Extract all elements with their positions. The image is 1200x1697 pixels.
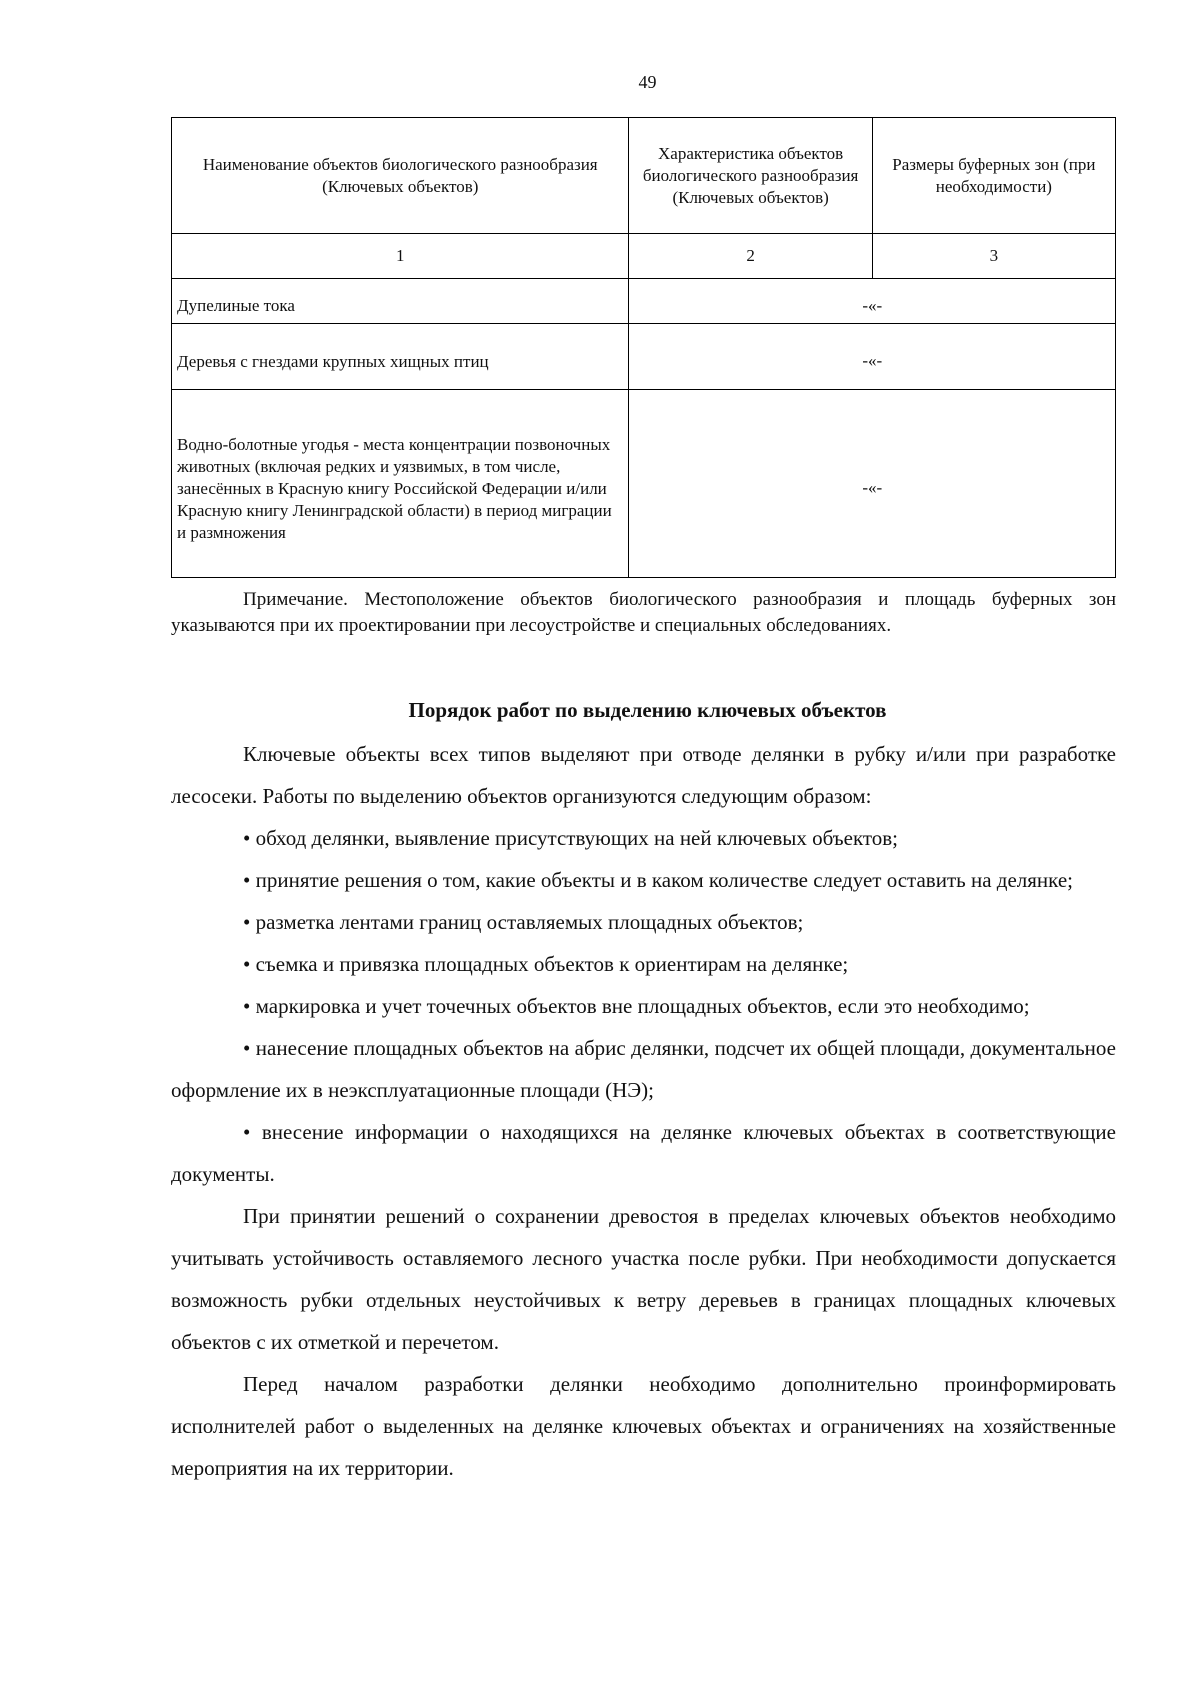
bullet-item [171,943,1116,985]
bullet-text: внесение информации о находящихся на делянке ключевых объектах в соответствующие документы. [171,1120,1116,1186]
bullet-item [171,985,1116,1027]
bullet-marker: • [243,1036,251,1060]
table-row [172,390,1116,578]
intro-paragraph: Ключевые объекты всех типов выделяют при отводе делянки в рубку и/или при разработке лесосеки. Работы по выделению объектов организуются следующим образом: [171,742,1116,808]
table-header-row [172,118,1116,234]
bullet-marker: • [243,868,251,892]
column-number-row [172,234,1116,279]
bullet-text: съемка и привязка площадных объектов к ориентирам на делянке; [255,952,849,976]
table-row [172,279,1116,324]
bullet-marker: • [243,1120,251,1144]
section-title: Порядок работ по выделению ключевых объектов [408,698,887,722]
table-note: Примечание. Местоположение объектов биологического разнообразия и площадь буферных зон указываются при их проектировании при лесоустройстве и специальных обследованиях. [171,589,1116,636]
bullet-text: принятие решения о том, какие объекты и в каком количестве следует оставить на делянке; [255,868,1073,892]
row-object-name: Деревья с гнездами крупных хищных птиц [172,324,629,390]
body-paragraph: При принятии решений о сохранении древостоя в пределах ключевых объектов необходимо учитывать устойчивость оставляемого лесного участка после рубки. При необходимости допускается возможность рубки отдельных неустойчивых к ветру деревьев в границах площадных ключевых объектов с их отметкой и перечетом. [171,1204,1116,1354]
bullet-text: маркировка и учет точечных объектов вне площадных объектов, если это необходимо; [255,994,1030,1018]
bullet-marker: • [243,994,251,1018]
body-paragraph: Перед началом разработки делянки необходимо дополнительно проинформировать исполнителей работ о выделенных на делянке ключевых объектах и ограничениях на хозяйственные мероприятия на их территории. [171,1372,1116,1480]
biodiversity-objects-table [171,117,1116,578]
row-object-name: Водно-болотные угодья - места концентрации позвоночных животных (включая редких и уязвимых, в том числе, занесённых в Красную книгу Российской Федерации и/или Красную книгу Ленинградской области) в период миграции и размножения [172,390,629,578]
bullet-marker: • [243,952,251,976]
header-buffer-zone-size: Размеры буферных зон (при необходимости) [872,118,1115,234]
column-number: 3 [872,234,1115,279]
row-ditto-mark: -«- [629,324,1116,390]
header-object-characteristics: Характеристика объектов биологического разнообразия (Ключевых объектов) [629,118,872,234]
bullet-item [171,901,1116,943]
column-number: 2 [629,234,872,279]
row-ditto-mark: -«- [629,279,1116,324]
bullet-item [171,859,1116,901]
bullet-item [171,1027,1116,1111]
page-number: 49 [638,72,657,92]
bullet-item [171,817,1116,859]
bullet-marker: • [243,826,251,850]
column-number: 1 [172,234,629,279]
header-object-name: Наименование объектов биологического разнообразия (Ключевых объектов) [172,118,629,234]
section-body [171,733,1116,1489]
bullet-text: обход делянки, выявление присутствующих на ней ключевых объектов; [255,826,899,850]
table-row [172,324,1116,390]
bullet-marker: • [243,910,251,934]
row-object-name: Дупелиные тока [172,279,629,324]
row-ditto-mark: -«- [629,390,1116,578]
bullet-text: нанесение площадных объектов на абрис делянки, подсчет их общей площади, документальное оформление их в неэксплуатационные площади (НЭ); [171,1036,1116,1102]
bullet-item [171,1111,1116,1195]
bullet-text: разметка лентами границ оставляемых площадных объектов; [255,910,804,934]
